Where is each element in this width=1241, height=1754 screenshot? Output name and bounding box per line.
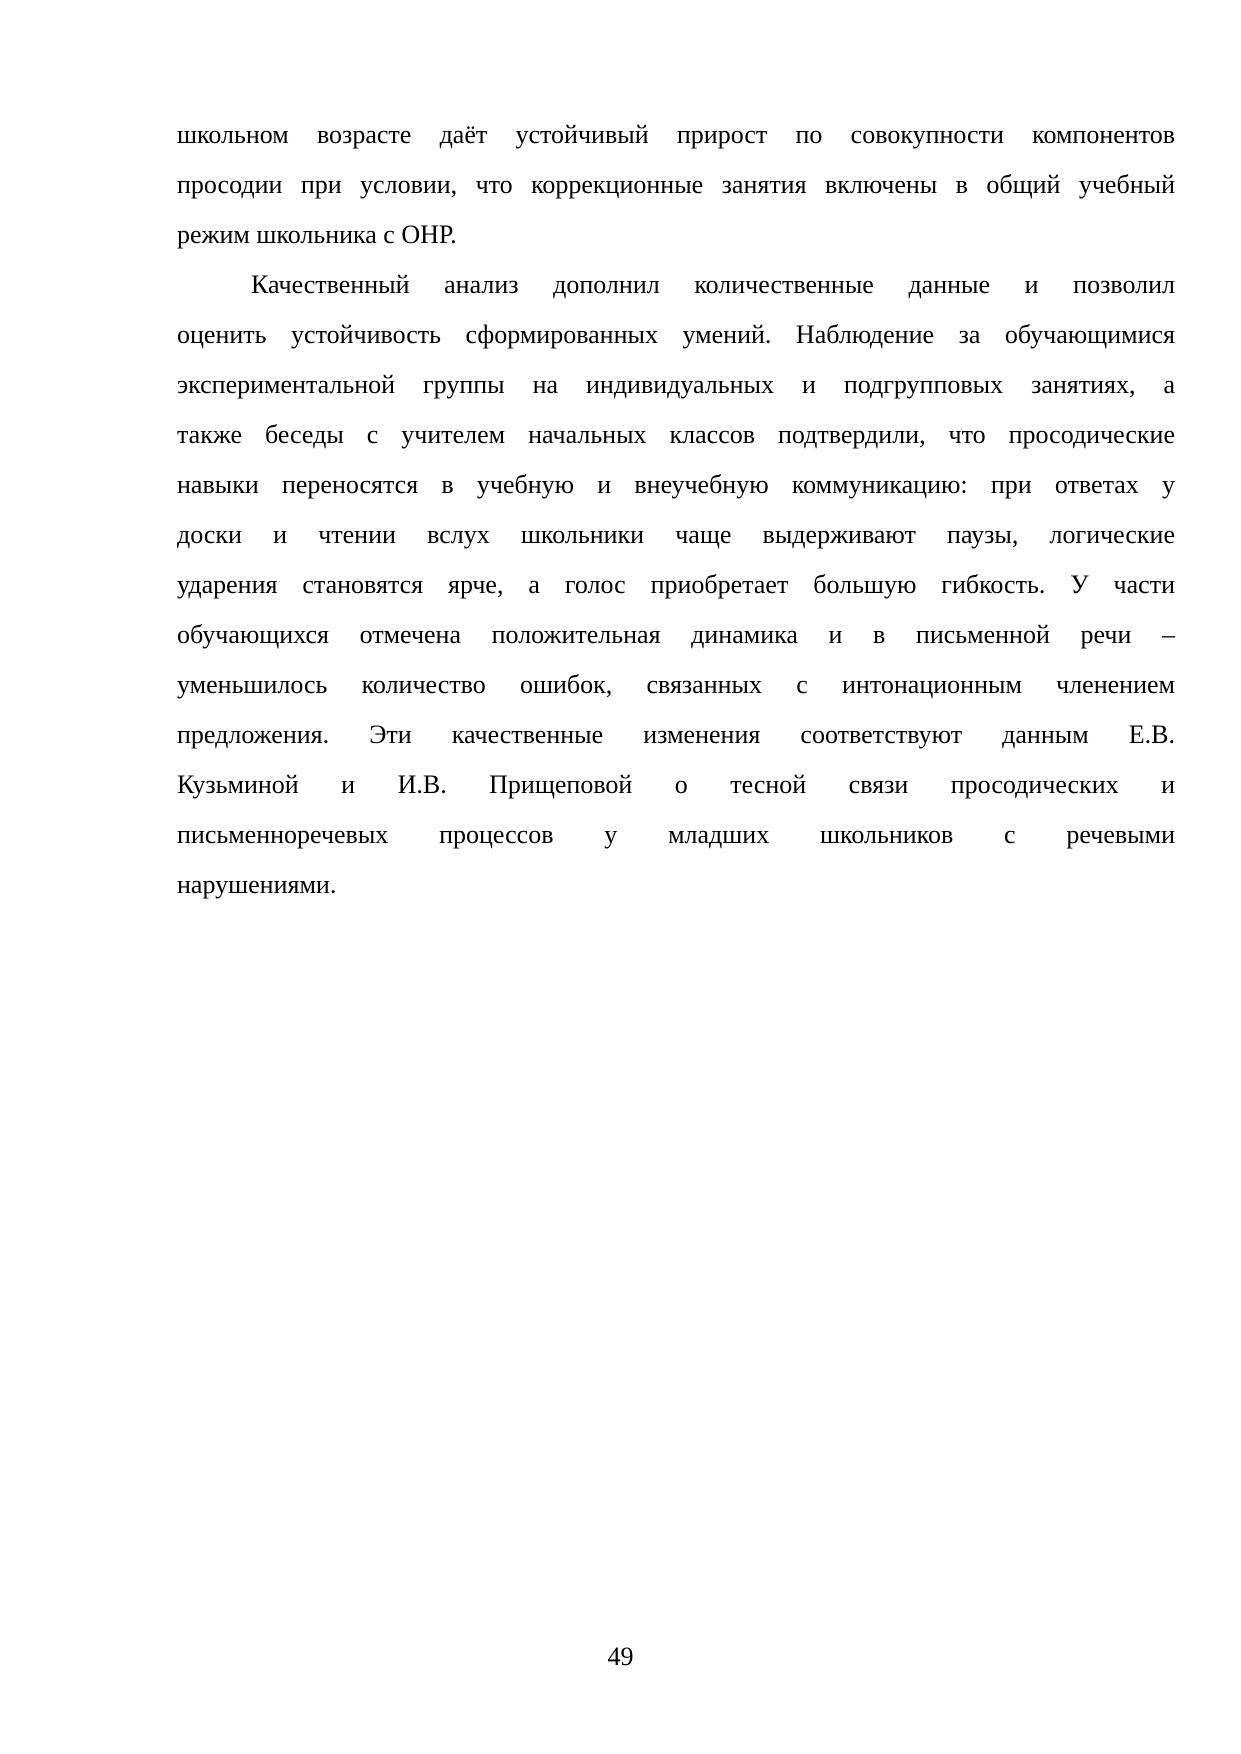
- text-line: предложения. Эти качественные изменения соответствуют данным Е.В.: [177, 720, 1175, 749]
- text-line: навыки переносятся в учебную и внеучебную коммуникацию: при ответах у: [177, 470, 1175, 499]
- text-line: ударения становятся ярче, а голос приобретает большую гибкость. У части: [177, 570, 1175, 599]
- paragraph-qualitative-analysis: [177, 260, 1175, 910]
- text-line: оценить устойчивость сформированных умений. Наблюдение за обучающимися: [177, 320, 1175, 349]
- text-line: уменьшилось количество ошибок, связанных с интонационным членением: [177, 670, 1175, 699]
- body-text: [177, 110, 1175, 910]
- paragraph-continuation: [177, 110, 1175, 260]
- text-line: также беседы с учителем начальных классов подтвердили, что просодические: [177, 420, 1175, 449]
- text-line: просодии при условии, что коррекционные занятия включены в общий учебный: [177, 170, 1175, 199]
- text-line: Качественный анализ дополнил количественные данные и позволил: [251, 270, 1175, 299]
- text-line: нарушениями.: [177, 870, 337, 899]
- text-line: режим школьника с ОНР.: [177, 220, 457, 249]
- text-line: экспериментальной группы на индивидуальных и подгрупповых занятиях, а: [177, 370, 1175, 399]
- text-line: Кузьминой и И.В. Прищеповой о тесной связи просодических и: [177, 770, 1175, 799]
- page-number: 49: [607, 1642, 634, 1671]
- text-line: письменноречевых процессов у младших школьников с речевыми: [177, 820, 1175, 849]
- text-line: школьном возрасте даёт устойчивый прирост по совокупности компонентов: [177, 120, 1175, 149]
- text-line: доски и чтении вслух школьники чаще выдерживают паузы, логические: [177, 520, 1175, 549]
- text-line: обучающихся отмечена положительная динамика и в письменной речи –: [177, 620, 1175, 649]
